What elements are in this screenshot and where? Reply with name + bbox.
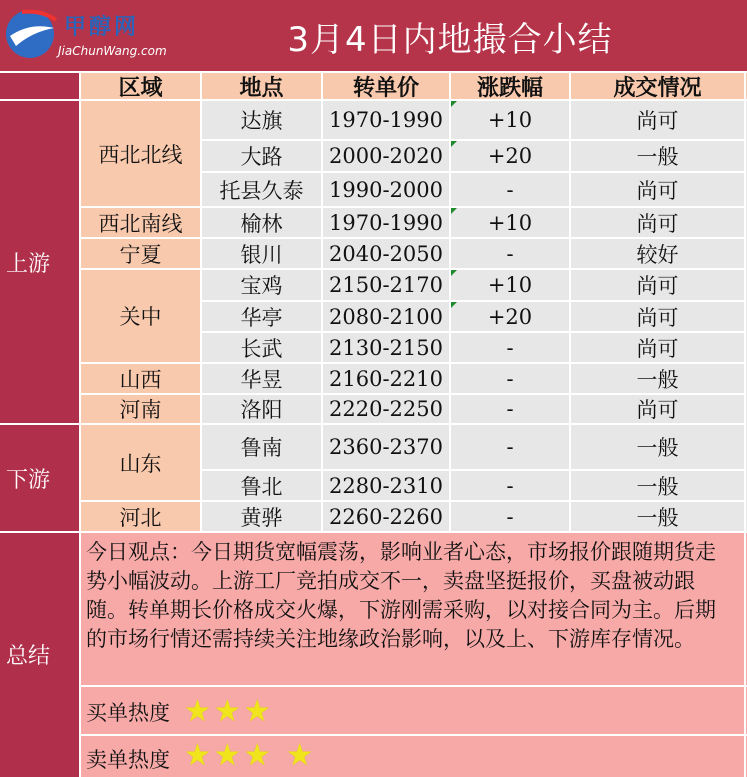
- cell-price: 2160-2210: [329, 366, 443, 391]
- region-shanxi: 山西: [119, 367, 162, 392]
- summary-text: 今日观点：今日期货宽幅震荡，影响业者心态，市场报价跟随期货走势小幅波动。上游工厂竞拍成交不一，卖盘坚挺报价，买盘被动跟随。转单期长价格成交火爆，下游刚需采购，以对接合同为主。后期的市场行情还需持续关注地缘政治影响，以及上、下游库存情况。: [86, 540, 716, 651]
- cell-price: 2280-2310: [329, 473, 443, 498]
- buy-heat-stars: ★★★: [184, 694, 274, 729]
- cell-place: 榆林: [240, 211, 283, 236]
- cell-price: 1970-1990: [329, 210, 443, 235]
- cell-status: 尚可: [636, 336, 679, 361]
- region-ningxia: 宁夏: [119, 242, 162, 267]
- cell-price: 2360-2370: [329, 435, 443, 459]
- region-shandong: 山东: [119, 451, 162, 476]
- cell-status: 尚可: [636, 109, 679, 133]
- logo-text: 甲醇网: [64, 15, 140, 40]
- cell-status: 一般: [636, 436, 679, 460]
- region-northwest-south: 西北南线: [98, 211, 183, 236]
- cell-place: 洛阳: [240, 398, 283, 422]
- cell-place: 黄骅: [240, 505, 283, 530]
- cell-place: 达旗: [240, 109, 283, 133]
- cell-status: 较好: [636, 242, 679, 267]
- section-upstream: 上游: [6, 251, 51, 277]
- cell-price: 2220-2250: [329, 397, 443, 421]
- header-place: 地点: [239, 75, 284, 101]
- cell-place: 银川: [240, 242, 283, 267]
- cell-comment-marker: [451, 101, 457, 107]
- cell-status: 一般: [636, 474, 679, 499]
- section-summary: 总结: [6, 644, 51, 669]
- sell-heat-stars: ★★★ ★: [184, 738, 317, 773]
- cell-comment-marker: [451, 270, 457, 276]
- cell-place: 华昱: [240, 367, 283, 392]
- cell-price: 2000-2020: [329, 144, 443, 168]
- cell-place: 大路: [240, 145, 283, 169]
- cell-change: -: [506, 335, 514, 360]
- header-status: 成交情况: [613, 75, 702, 101]
- cell-status: 尚可: [636, 398, 679, 422]
- cell-price: 1970-1990: [329, 108, 443, 132]
- cell-place: 托县久泰: [219, 178, 304, 203]
- cell-change: -: [506, 473, 514, 498]
- cell-change: -: [506, 241, 514, 266]
- region-guanzhong: 关中: [119, 305, 162, 329]
- buy-heat-label: 买单热度: [86, 701, 170, 725]
- cell-change: -: [506, 435, 514, 459]
- cell-price: 1990-2000: [329, 177, 443, 202]
- section-downstream: 下游: [6, 467, 51, 493]
- cell-change: +10: [487, 273, 533, 297]
- header-region: 区域: [118, 75, 163, 101]
- region-northwest-north: 西北北线: [98, 142, 183, 167]
- cell-price: 2130-2150: [329, 335, 443, 360]
- cell-change: -: [506, 504, 514, 529]
- cell-place: 长武: [240, 336, 283, 361]
- region-henan: 河南: [119, 398, 162, 422]
- sell-heat-label: 卖单热度: [86, 748, 170, 772]
- logo-url: JiaChunWang.com: [58, 44, 167, 58]
- cell-status: 一般: [636, 505, 679, 530]
- cell-status: 尚可: [636, 305, 679, 330]
- cell-change: +20: [487, 144, 533, 168]
- cell-status: 一般: [636, 145, 679, 169]
- cell-change: +10: [487, 210, 533, 235]
- cell-place: 鲁南: [240, 436, 283, 460]
- cell-price: 2040-2050: [329, 241, 443, 266]
- cell-comment-marker: [451, 141, 457, 147]
- cell-change: -: [506, 397, 514, 421]
- cell-price: 2260-2260: [329, 504, 443, 529]
- cell-place: 鲁北: [240, 474, 283, 499]
- cell-place: 华亭: [240, 305, 283, 330]
- cell-change: -: [506, 177, 514, 202]
- cell-place: 宝鸡: [240, 274, 283, 298]
- cell-status: 一般: [636, 367, 679, 392]
- cell-price: 2150-2170: [329, 273, 443, 297]
- region-hebei: 河北: [119, 505, 162, 530]
- header-change: 涨跌幅: [476, 75, 543, 101]
- cell-change: +10: [487, 108, 533, 132]
- cell-comment-marker: [451, 208, 457, 214]
- cell-status: 尚可: [636, 178, 679, 203]
- cell-price: 2080-2100: [329, 304, 443, 329]
- page-title: 3月4日内地撮合小结: [287, 19, 613, 60]
- cell-change: +20: [487, 304, 533, 329]
- cell-status: 尚可: [636, 211, 679, 236]
- header-price: 转单价: [352, 75, 419, 101]
- cell-change: -: [506, 366, 514, 391]
- cell-status: 尚可: [636, 274, 679, 298]
- cell-comment-marker: [451, 302, 457, 308]
